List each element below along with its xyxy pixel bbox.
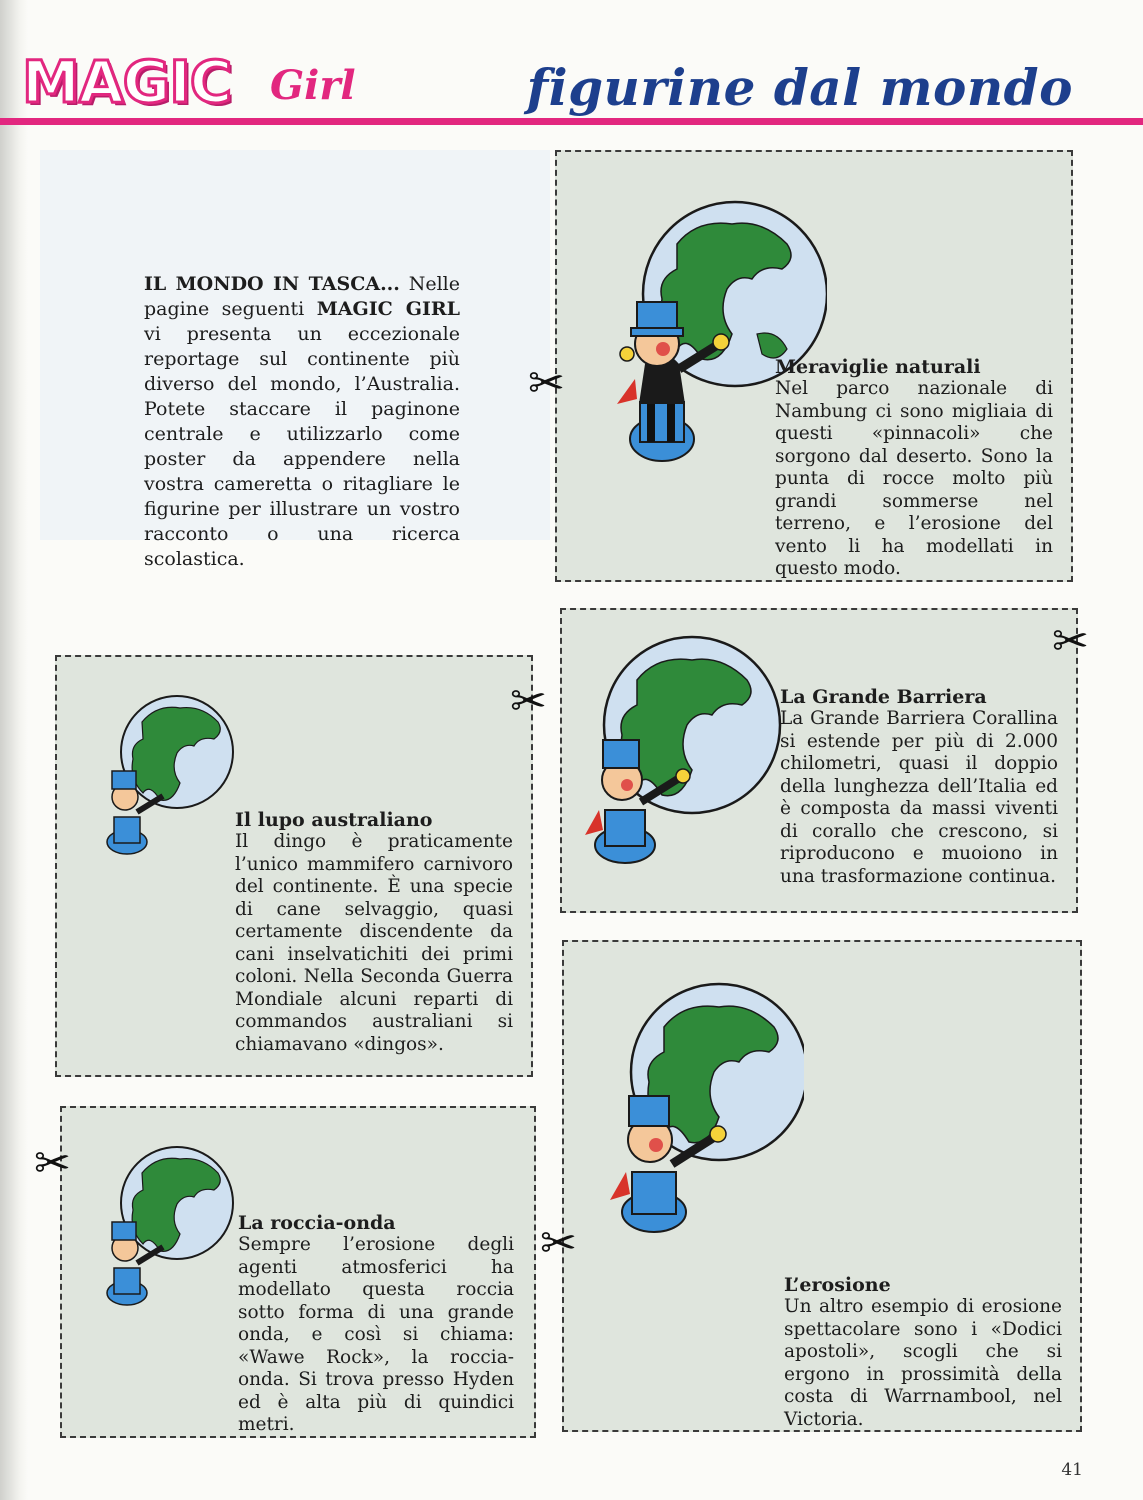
card-body: Il dingo è praticamente l’unico mammifero carnivoro del continente. È una specie di cane selvaggio, quasi certamente discendente da cani inselvatichiti dei primi coloni. Nella Seconda Guerra Mondiale alcuni reparti di commandos australiani si chiamavano «dingos». — [235, 831, 513, 1055]
globe-mascot-illustration — [604, 972, 804, 1242]
card-body: Sempre l’erosione degli agenti atmosferici ha modellato questa roccia sotto forma di una grande onda, e così si chiama: «Wawe Rock», la roccia-onda. Si trova presso Hyden ed è alta più di quindici metri. — [238, 1234, 514, 1435]
card-heading: La Grande Barriera — [780, 686, 987, 708]
globe-mascot-illustration — [97, 687, 237, 857]
scissors-icon: ✂ — [528, 358, 565, 409]
intro-text-1: Nelle pagine seguenti — [144, 273, 461, 320]
magic-logo: MAGIC — [22, 48, 232, 116]
globe-icon — [121, 1147, 233, 1259]
card-roccia-onda — [60, 1106, 536, 1438]
card-body: La Grande Barriera Corallina si estende per più di 2.000 chilometri, quasi il doppio della lunghezza dell’Italia ed è composta da massi viventi di corallo che crescono, si riproducono e muoiono in una trasformazione continua. — [780, 708, 1058, 887]
scissors-icon: ✂ — [510, 676, 547, 727]
intro-paragraph — [144, 272, 460, 572]
card-meraviglie-naturali — [555, 150, 1073, 582]
card-body: Nel parco nazionale di Nambung ci sono migliaia di questi «pinnacoli» che sorgono dal deserto. Sono la punta di rocce molto più grandi sommerse nel terreno, e l’erosione del vento li ha modellati in questo modo. — [775, 378, 1053, 579]
globe-icon — [121, 696, 233, 808]
girl-logo: Girl — [270, 62, 356, 109]
card-lupo-australiano — [55, 655, 533, 1077]
intro-text-2: vi presenta un eccezionale reportage sul continente più diverso del mondo, l’Australia. Potete staccare il paginone centrale e utilizzarlo come poster da appendere nella vostra cameretta o ritagliare le figurine per illustrare un vostro racconto o una ricerca scolastica. — [144, 323, 460, 570]
globe-mascot-illustration — [97, 1138, 237, 1308]
scissors-icon: ✂ — [34, 1138, 71, 1189]
card-erosione — [562, 940, 1082, 1432]
intro-brand: MAGIC GIRL — [316, 298, 460, 320]
page-title: figurine dal mondo — [526, 58, 1073, 117]
scissors-icon: ✂ — [540, 1218, 577, 1269]
scissors-icon: ✂ — [1052, 616, 1089, 667]
intro-lead: IL MONDO IN TASCA... — [144, 273, 400, 295]
card-heading: Il lupo australiano — [235, 809, 433, 831]
header-rule — [0, 118, 1143, 125]
card-heading: L’erosione — [784, 1274, 891, 1296]
globe-mascot-illustration — [577, 630, 787, 870]
page-number: 41 — [1061, 1460, 1083, 1480]
card-heading: Meraviglie naturali — [775, 356, 981, 378]
card-grande-barriera — [560, 608, 1078, 913]
card-body: Un altro esempio di erosione spettacolare sono i «Dodici apostoli», scogli che si ergono in prossimità della costa di Warrnambool, nel Victoria. — [784, 1296, 1062, 1430]
card-heading: La roccia-onda — [238, 1212, 396, 1234]
page-gutter-shadow — [0, 0, 28, 1500]
